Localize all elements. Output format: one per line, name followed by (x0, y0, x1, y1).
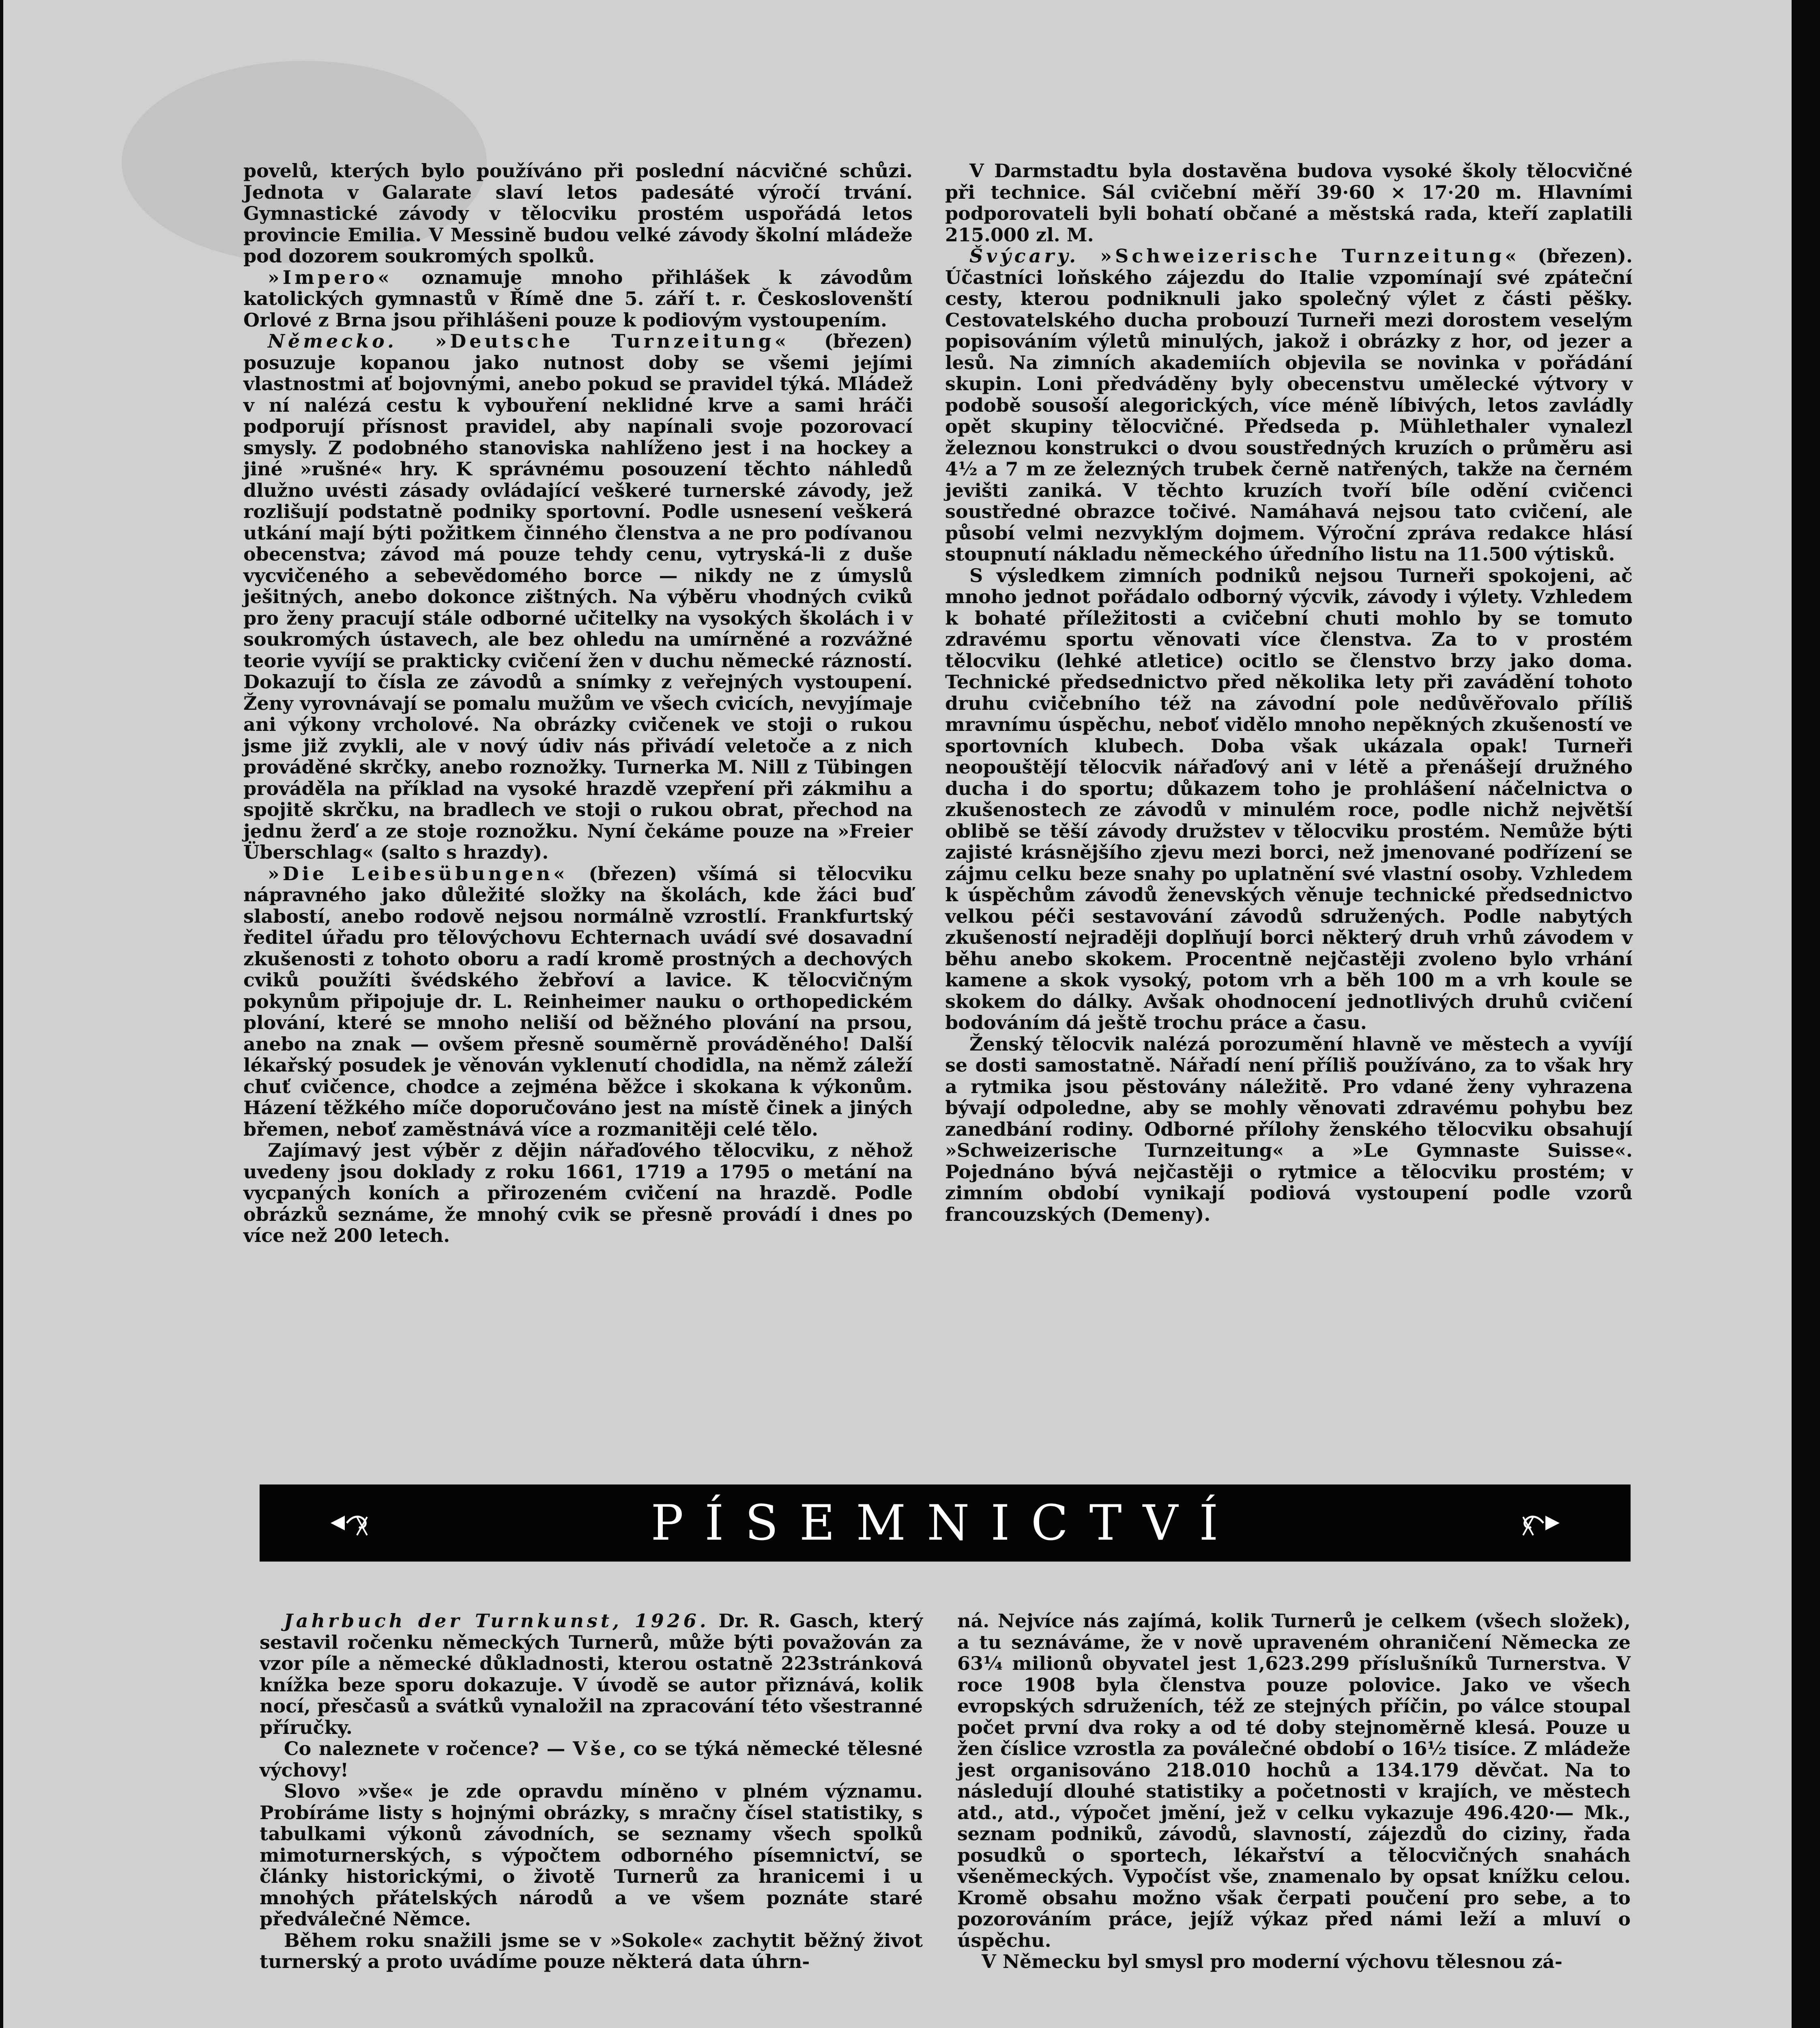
paragraph: Švýcary. »Schweizerische Turnzeitung« (březen). Účastníci loňského zájezdu do Italie vzpomínají své zpáteční cesty, kterou podniknuli jako společný výlet z části pěšky. Cestovatelského ducha probouzí Turneři mezi dorostem veselým popisováním výletů minulých, jakož i obrázky z hor, od jezer a lesů. Na zimních akademiích objevila se novinka v pořádání skupin. Loni předváděny byly obecenstvu umělecké výtvory v podobě sousoší alegorických, více méně líbivých, letos zavládly opět skupiny tělocvičné. Předseda p. Mühlethaler vynalezl železnou konstrukci o dvou soustředných kruzích o průměru asi 4½ a 7 m ze železných trubek černě natřených, takže na černém jevišti zaniká. V těchto kruzích tvoří bíle odění cvičenci soustředné obrazce točivé. Namáhavá nejsou tato cvičení, ale působí velmi nezvyklým dojmem. Výroční zpráva redakce hlásí stoupnutí nákladu německého úředního listu na 11.500 výtisků. (945, 245, 1633, 565)
paragraph: S výsledkem zimních podniků nejsou Turneři spokojeni, ač mnoho jednot pořádalo odborný výcvik, závody i výlety. Vzhledem k bohaté příležitosti a cvičební chuti mohlo by se tomuto zdravému sportu věnovati více členstva. Za to v prostém tělocviku (lehké atletice) ocitlo se členstvo brzy jako doma. Technické předsednictvo před několika lety při zavádění tohoto druhu cvičebního též na závodní pole nedůvěřovalo příliš mravnímu úspěchu, neboť vidělo mnoho nepěkných zkušeností ve sportovních klubech. Doba však ukázala opak! Turneři neopouštějí tělocvik nářaďový ani v létě a přenášejí družného ducha i do sportu; důkazem toho je prohlášení náčelnictva o zkušenostech ze závodů v minulém roce, podle nichž největší oblibě se těší závody družstev v tělocviku prostém. Nemůže býti zajisté krásnějšího zjevu mezi borci, než jmenované podřízení se zájmu celku beze snahy po uplatnění své vlastní osoby. Vzhledem k úspěchům závodů ženevských věnuje technické předsednictvo velkou péči sestavování závodů sdružených. Podle nabytých zkušeností nejraději doplňují borci některý druh vrhů závodem v běhu anebo skokem. Procentně nejčastěji zvoleno bylo vrhání kamene a skok vysoký, potom vrh a běh 100 m a vrh koule se skokem do dálky. Avšak ohodnocení jednotlivých druhů cvičení bodováním dá ještě trochu práce a času. (945, 564, 1633, 1033)
paragraph: V Darmstadtu byla dostavěna budova vysoké školy tělocvičné při technice. Sál cvičební měří 39·60 × 17·20 m. Hlavními podporovateli byli bohatí občané a městská rada, kteří zaplatili 215.000 zl. M. (945, 160, 1633, 246)
section-title: PÍSEMNICTVÍ (651, 1495, 1240, 1551)
scan-edge-right (1792, 0, 1820, 2028)
paragraph: »Impero« oznamuje mnoho přihlášek k závodům katolických gymnastů v Římě dne 5. září t. r. Českoslovenští Orlové z Brna jsou přihlášeni pouze k podiovým vystoupením. (243, 266, 913, 331)
text-column-4 (957, 1610, 1631, 1972)
paragraph: Během roku snažili jsme se v »Sokole« zachytit běžný život turnerský a proto uvádíme pouze některá data úhrn- (260, 1929, 923, 1972)
scan-edge-left (0, 0, 3, 2028)
ornament-right-icon (1513, 1507, 1562, 1539)
text-column-1 (243, 160, 913, 1246)
paragraph: Německo. »Deutsche Turnzeitung« (březen) posuzuje kopanou jako nutnost doby se všemi jejími vlastnostmi ať bojovnými, anebo pokud se pravidel týká. Mládež v ní nalézá cestu k vybouření neklidné krve a sami hráči podporují přísnost pravidel, aby napínali svoje pozorovací smysly. Z podobného stanoviska nahlíženo jest i na hockey a jiné »rušné« hry. K správnému posouzení těchto náhledů dlužno uvésti zásady ovládající veškeré turnerské závody, jež rozlišují podstatně podniky sportovní. Podle usnesení veškerá utkání mají býti požitkem činného členstva a ne pro podívanou obecenstva; závod má pouze tehdy cenu, vytryská-li z duše vycvičeného a sebevědomého borce — nikdy ne z úmyslů ješitných, anebo dokonce zištných. Na výběru vhodných cviků pro ženy pracují stále odborné učitelky na vysokých školách i v soukromých ústavech, ale bez ohledu na umírněné a rozvážné teorie vyvíjí se prakticky cvičení žen v duchu německé rázností. Dokazují to čísla ze závodů a snímky z veřejných vystoupení. Ženy vyrovnávají se pomalu mužům ve všech cvicích, nevyjímaje ani výkony vrcholové. Na obrázky cvičenek ve stoji o rukou jsme již zvykli, ale v nový údiv nás přivádí veletoče a z nich prováděné skrčky, anebo roznožky. Turnerka M. Nill z Tübingen prováděla na příklad na vysoké hrazdě vzepření při zákmihu a spojitě skrčku, na bradlech ve stoji o rukou obrat, přechod na jednu žerď a ze stoje roznožku. Nyní čekáme pouze na »Freier Überschlag« (salto s hrazdy). (243, 330, 913, 863)
paragraph: Ženský tělocvik nalézá porozumění hlavně ve městech a vyvíjí se dosti samostatně. Nářadí není příliš používáno, za to však hry a rytmika jsou pěstovány náležitě. Pro vdané ženy vyhrazena bývají odpoledne, aby se mohly věnovati zdravému pohybu bez zanedbání rodiny. Odborné přílohy ženského tělocviku obsahují »Schweizerische Turnzeitung« a »Le Gymnaste Suisse«. Pojednáno bývá nejčastěji o rytmice a tělocviku prostém; v zimním období vynikají podiová vystoupení podle vzorů francouzských (Demeny). (945, 1033, 1633, 1225)
text-column-3 (260, 1610, 923, 1972)
paragraph: »Die Leibesübungen« (březen) všímá si tělocviku nápravného jako důležité složky na školách, kde žáci buď slabostí, anebo rodově nejsou normálně vzrostlí. Frankfurtský ředitel úřadu pro tělovýchovu Echternach uvádí své dosavadní zkušenosti z tohoto oboru a radí kromě prostných a dechových cviků použíti švédského žebřoví a lavice. K tělocvičným pokynům připojuje dr. L. Reinheimer nauku o orthopedickém plování, které se mnoho neliší od běžného plování na prsou, anebo na znak — ovšem přesně souměrně prováděného! Další lékařský posudek je věnován vyklenutí chodidla, na němž záleží chuť cvičence, chodce a zejména běžce i skokana k výkonům. Házení těžkého míče doporučováno jest na místě činek a jiných břemen, neboť zaměstnává více a rozmanitěji celé tělo. (243, 862, 913, 1140)
paragraph: Co naleznete v ročence? — Vše, co se týká německé tělesné výchovy! (260, 1738, 923, 1781)
paragraph: V Německu byl smysl pro moderní výchovu tělesnou zá- (982, 1951, 1562, 1972)
section-banner (260, 1484, 1631, 1562)
paragraph: Slovo »vše« je zde opravdu míněno v plném významu. Probíráme listy s hojnými obrázky, s mračny čísel statistiky, s tabulkami výkonů závodních, se seznamy všech spolků mimoturnerských, s výpočtem odborného písemnictví, se články historickými, o životě Turnerů za hranicemi i u mnohých přátelských národů a ve všem poznáte staré předválečné Němce. (260, 1780, 923, 1930)
paragraph: povelů, kterých bylo používáno při poslední nácvičné schůzi. Jednota v Galarate slaví letos padesáté výročí trvání. Gymnastické závody v tělocviku prostém uspořádá letos provincie Emilia. V Messině budou velké závody školní mládeže pod dozorem soukromých spolků. (243, 160, 913, 267)
paragraph: Jahrbuch der Turnkunst, 1926. Dr. R. Gasch, který sestavil ročenku německých Turnerů, může býti považován za vzor píle a německé důkladnosti, kterou ostatně 223stránková knížka beze sporu dokazuje. V úvodě se autor přiznává, kolik nocí, přesčasů a svátků vynaložil na zpracování této všestranné příručky. (260, 1610, 923, 1738)
text-column-2 (945, 160, 1633, 1225)
paragraph: Zajímavý jest výběr z dějin nářaďového tělocviku, z něhož uvedeny jsou doklady z roku 1661, 1719 a 1795 o metání na vycpaných koních a přirozeném cvičení na hrazdě. Podle obrázků seznáme, že mnohý cvik se přesně provádí i dnes po více než 200 letech. (243, 1139, 913, 1246)
paragraph: ná. Nejvíce nás zajímá, kolik Turnerů je celkem (všech složek), a tu seznáváme, že v nově upraveném ohraničení Německa ze 63¼ milionů obyvatel jest 1,623.299 příslušníků Turnerstva. V roce 1908 byla členstva pouze polovice. Jako ve všech evropských sdruženích, též ze stejných příčin, po válce stoupal počet první dva roky a od té doby stejnoměrně klesá. Pouze u žen číslice vzrostla za poválečné období o 16½ tisíce. Z mládeže jest organisováno 218.010 hochů a 134.179 děvčat. Na to následují dlouhé statistiky a početnosti v krajích, ve městech atd., atd., výpočet jmění, jež v celku vykazuje 496.420·— Mk., seznam podniků, závodů, slavností, zájezdů do ciziny, řada posudků o sportech, lékařství a tělocvičných snahách všeněmeckých. Vypočíst vše, znamenalo by opsat knížku celou. Kromě obsahu možno však čerpati poučení pro sebe, a to pozorováním práce, jejíž výkaz před námi leží a mluví o úspěchu. (957, 1610, 1631, 1951)
